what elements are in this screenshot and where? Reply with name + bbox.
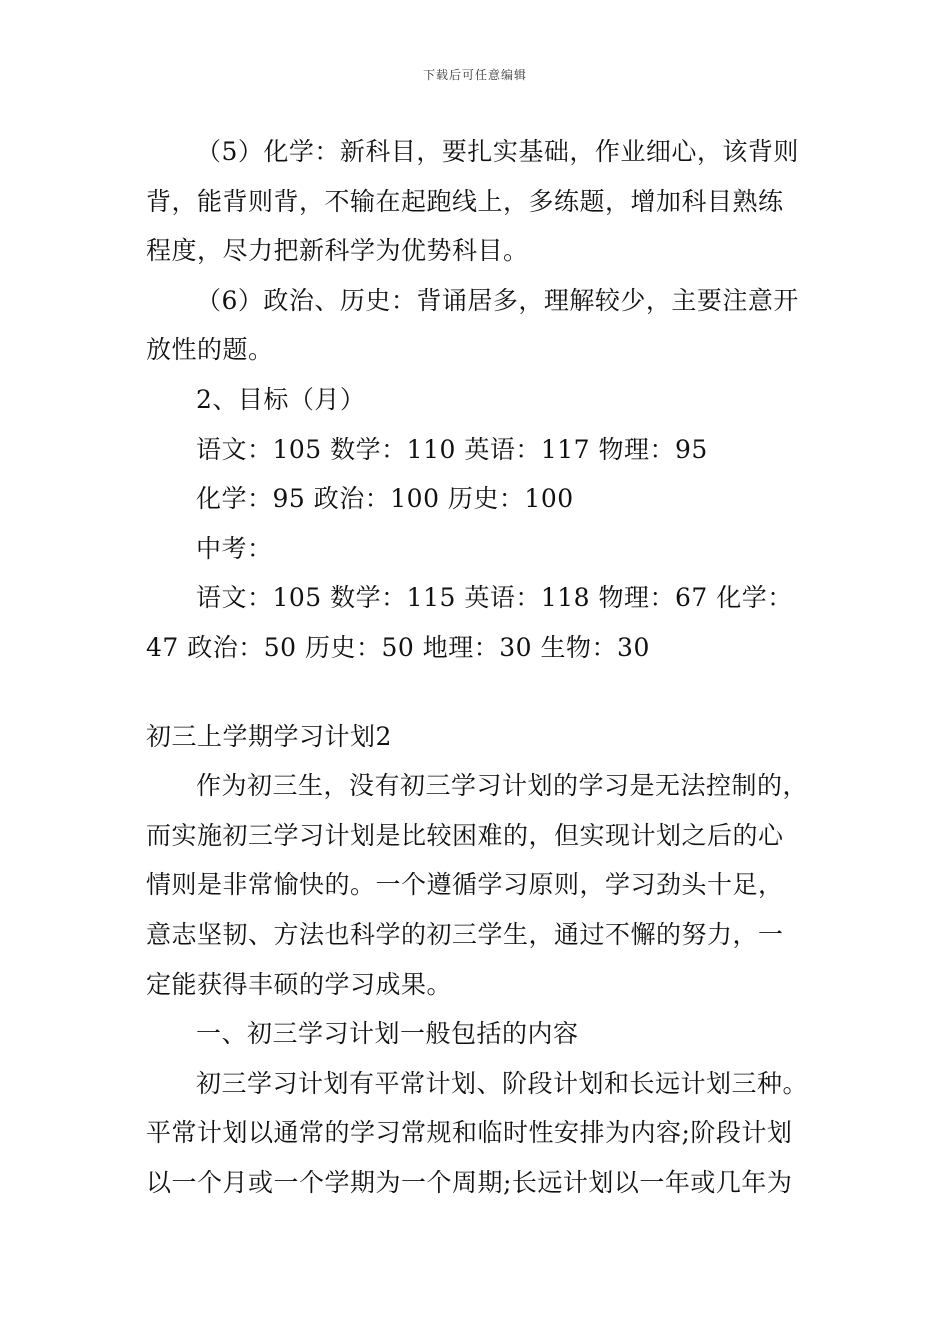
paragraph-monthly-scores-2: 化学：95 政治：100 历史：100 <box>196 484 574 514</box>
page-header-note: 下载后可任意编辑 <box>422 68 527 82</box>
paragraph-intro: 作为初三生，没有初三学习计划的学习是无法控制的，而实施初三学习计划是比较困难的，但实现计划之后的心情则是非常愉快的。一个遵循学习原则，学习劲头十足，意志坚韧、方法也科学的初三学生，通过不懈的努力，一定能获得丰硕的学习成果。 <box>146 771 809 999</box>
paragraph-exam-scores: 语文：105 数学：115 英语：118 物理：67 化学：47 政治：50 历史：50 地理：30 生物：30 <box>146 583 793 662</box>
section-title: 初三上学期学习计划2 <box>146 721 392 751</box>
paragraph-exam-label: 中考： <box>196 533 273 563</box>
paragraph-subheading: 一、初三学习计划一般包括的内容 <box>196 1019 579 1049</box>
paragraph-chemistry: （5）化学：新科目，要扎实基础，作业细心，该背则背，能背则背，不输在起跑线上，多练题，增加科目熟练程度，尽力把新科学为优势科目。 <box>146 137 799 266</box>
paragraph-politics-history: （6）政治、历史：背诵居多，理解较少，主要注意开放性的题。 <box>146 285 799 365</box>
paragraph-monthly-scores-1: 语文：105 数学：110 英语：117 物理：95 <box>196 434 708 464</box>
document-body <box>146 127 808 1207</box>
paragraph-plan-types: 初三学习计划有平常计划、阶段计划和长远计划三种。平常计划以通常的学习常规和临时性安排为内容;阶段计划以一个月或一个学期为一个周期;长远计划以一年或几年为 <box>146 1068 809 1197</box>
paragraph-goal-heading: 2、目标（月） <box>196 384 366 414</box>
section-spacer <box>146 673 808 712</box>
